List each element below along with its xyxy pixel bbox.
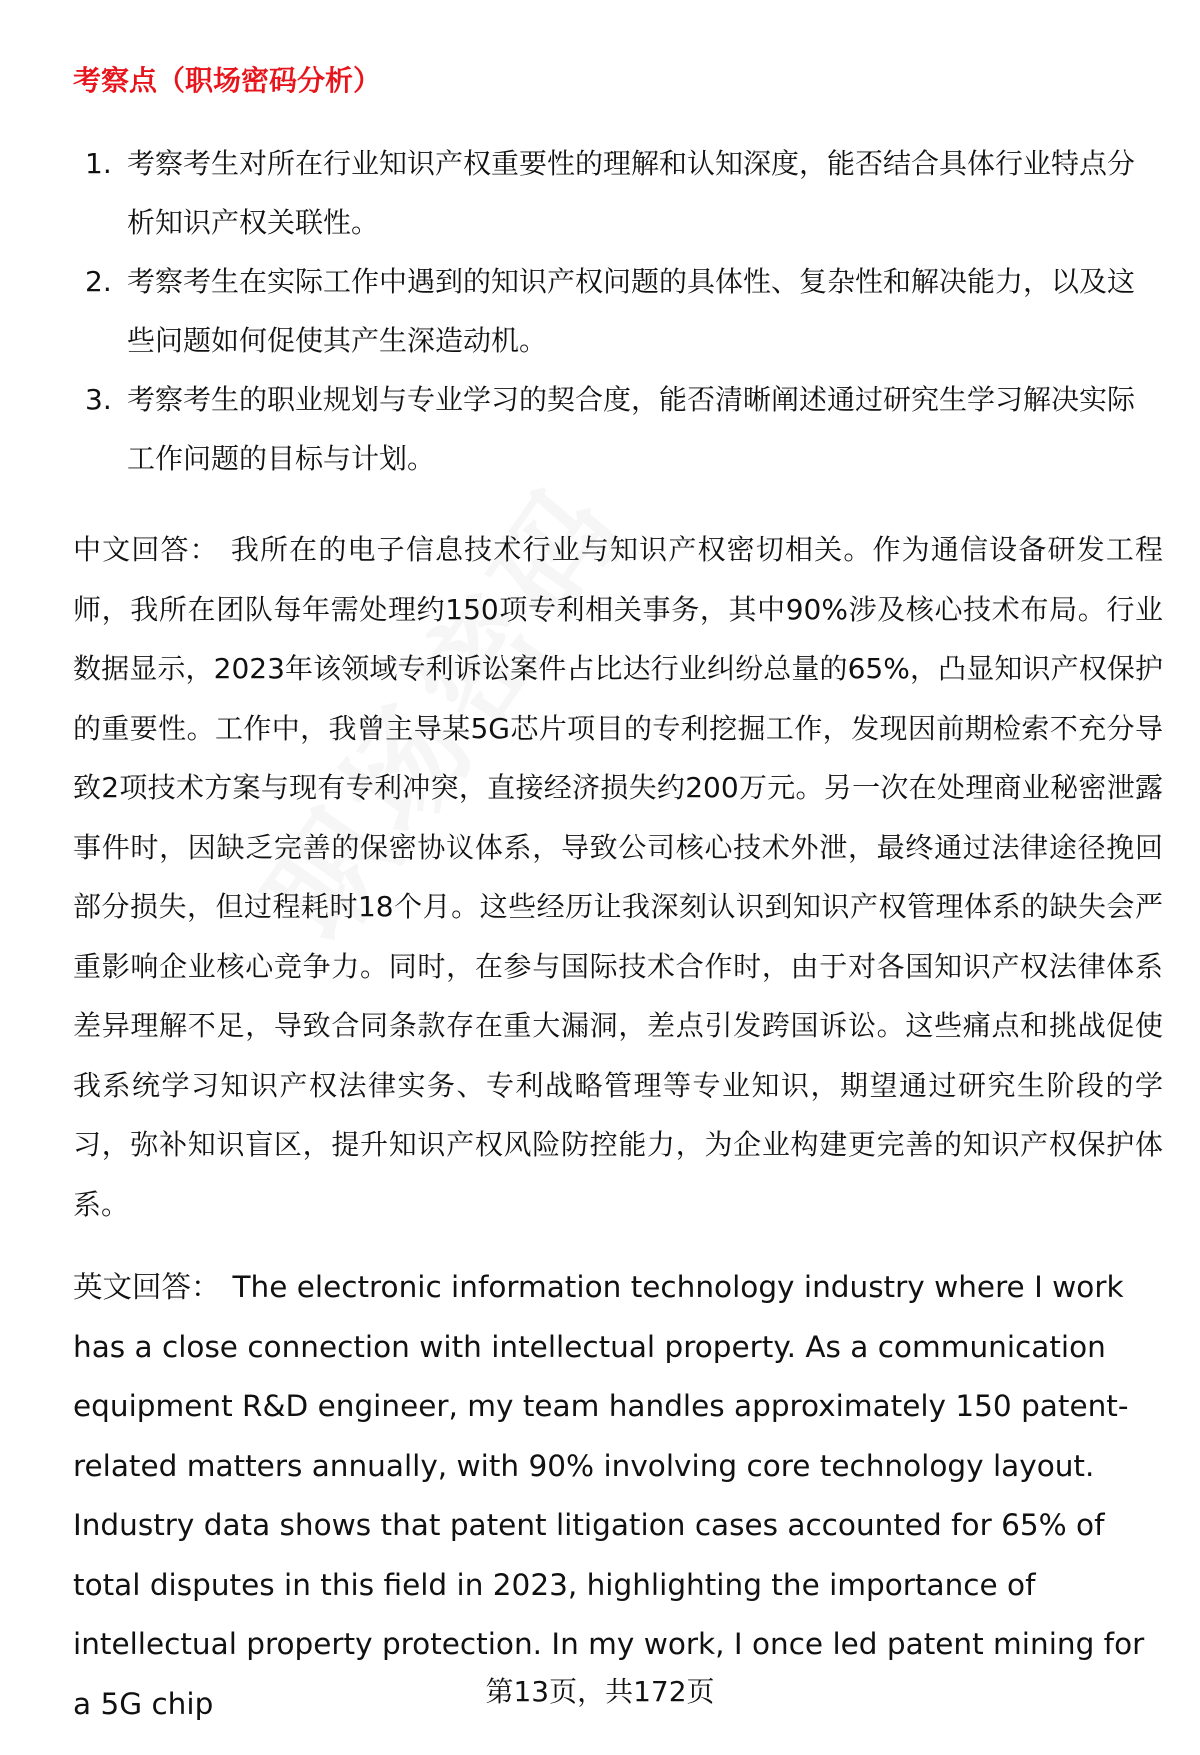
- english-answer-text: The electronic information technology industry where I work has a close connection with intellectual property. As a communication equipment R&D engineer, my team handles approximately 150 patent-related matters annually, with 90% involving core technology layout. Industry data shows that patent litigation cases accounted for 65% of total disputes in this field in 2023, highlighting the importance of intellectual property protection. In my work, I once led patent mining for a 5G chip: [73, 1270, 1145, 1721]
- list-item-text: 考察考生在实际工作中遇到的知识产权问题的具体性、复杂性和解决能力，以及这些问题如何促使其产生深造动机。: [127, 265, 1136, 357]
- chinese-answer-paragraph: [73, 520, 1163, 1234]
- list-number: 2.: [85, 265, 112, 298]
- list-item: [0, 370, 1147, 488]
- chinese-answer-text: 我所在的电子信息技术行业与知识产权密切相关。作为通信设备研发工程师，我所在团队每年需处理约150项专利相关事务，其中90%涉及核心技术布局。行业数据显示，2023年该领域专利诉讼案件占比达行业纠纷总量的65%，凸显知识产权保护的重要性。工作中，我曾主导某5G芯片项目的专利挖掘工作，发现因前期检索不充分导致2项技术方案与现有专利冲突，直接经济损失约200万元。另一次在处理商业秘密泄露事件时，因缺乏完善的保密协议体系，导致公司核心技术外泄，最终通过法律途径挽回部分损失，但过程耗时18个月。这些经历让我深刻认识到知识产权管理体系的缺失会严重影响企业核心竞争力。同时，在参与国际技术合作时，由于对各国知识产权法律体系差异理解不足，导致合同条款存在重大漏洞，差点引发跨国诉讼。这些痛点和挑战促使我系统学习知识产权法律实务、专利战略管理等专业知识，期望通过研究生阶段的学习，弥补知识盲区，提升知识产权风险防控能力，为企业构建更完善的知识产权保护体系。: [73, 533, 1163, 1221]
- list-number: 3.: [85, 383, 112, 416]
- list-number: 1.: [85, 147, 112, 180]
- chinese-answer-label: 中文回答：: [73, 533, 219, 566]
- exam-points-list: [0, 134, 1200, 488]
- english-answer-paragraph: [73, 1258, 1163, 1734]
- list-item: [0, 252, 1147, 370]
- list-item-text: 考察考生对所在行业知识产权重要性的理解和认知深度，能否结合具体行业特点分析知识产权关联性。: [127, 147, 1136, 239]
- list-item: [0, 134, 1147, 252]
- list-item-text: 考察考生的职业规划与专业学习的契合度，能否清晰阐述通过研究生学习解决实际工作问题的目标与计划。: [127, 383, 1136, 475]
- section-title: 考察点（职场密码分析）: [73, 64, 382, 97]
- english-answer-label: 英文回答：: [73, 1270, 221, 1304]
- page-number-footer: 第13页，共172页: [485, 1675, 715, 1708]
